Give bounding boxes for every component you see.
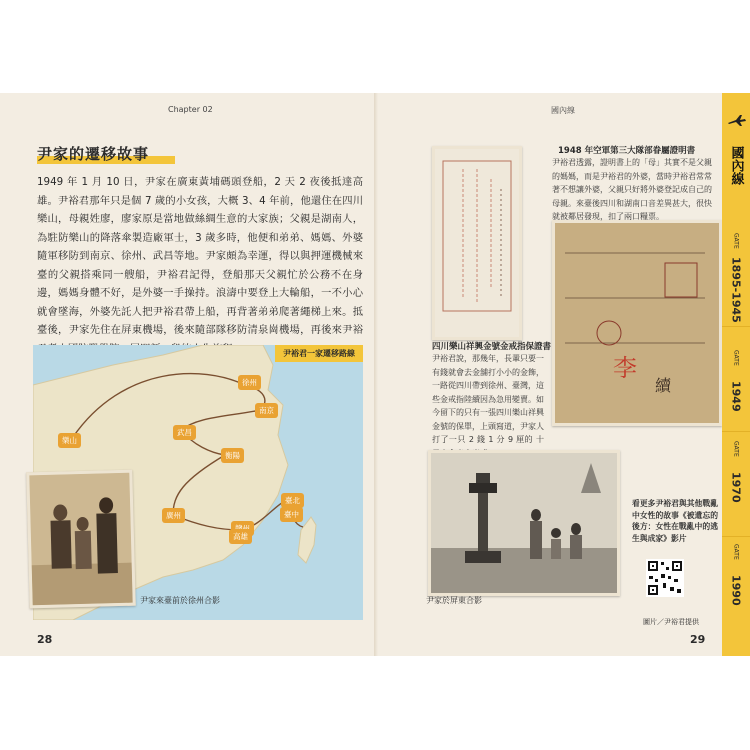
video-promo-text: 看更多尹裕君與其他戰亂中女性的故事《被遺忘的後方：女性在戰亂中的逃生與成家》影片 [632, 499, 718, 543]
document-graphic [435, 149, 519, 337]
page-number-left: 28 [37, 633, 53, 646]
page-title-text: 尹家的遷移故事 [37, 145, 150, 163]
gate-year-2: 1949 [729, 380, 743, 412]
left-photo-caption: 尹家來臺前於徐州合影 [140, 596, 220, 605]
gutter [374, 93, 378, 656]
gate-word-3: GATE [732, 441, 740, 457]
section-header: 國內線 [551, 106, 575, 115]
sidebar-gate-4[interactable] [722, 536, 750, 657]
chapter-sidebar [722, 93, 750, 656]
gold-ring-guarantee-document [432, 146, 522, 340]
gate-word-4: GATE [732, 544, 740, 560]
chapter-label: Chapter 02 [168, 105, 213, 114]
city-guangzhou: 廣州 [162, 508, 185, 523]
city-hengyang: 衡陽 [221, 448, 244, 463]
city-taipei: 臺北 [281, 493, 304, 508]
gate-year-3: 1970 [729, 471, 743, 503]
qr-code-graphic [646, 559, 684, 597]
gate-year-4: 1990 [729, 574, 743, 606]
family-photo-graphic [29, 473, 132, 606]
book-spread [0, 93, 750, 656]
body-paragraph: 1949 年 1 月 10 日，尹家在廣東黃埔碼頭登船，2 天 2 夜後抵達高雄。尹裕君那年只是個 7 歲的小女孩，大概 3、4 年前，他還住在四川樂山，母親姓廖，廖家原是當地做絲綢生意的大家族；父親是湖南人，為駐防樂山的降落傘製造廠軍士，3 歲多時，他便和弟弟、媽媽、外婆隨軍移防到南京、徐州、武昌等地。尹家頗為幸運，得以與押運機械來臺的父親搭乘同一艘船，尹裕君記得，登船那天父親忙於公務不在身邊，媽媽身體不好，是外婆一手操持。浪濤中要登上大輪船，一不小心就會墜海，外婆先託人把尹裕君帶上船，再背著弟弟爬著繩梯上來。抵臺後，尹家先住在屏東機場，後來隨部隊移防清泉崗機場，再後來尹裕 [37, 176, 363, 336]
sidebar-gate-2[interactable] [722, 326, 750, 432]
taiwan-shape [298, 517, 316, 563]
doc1-caption-body: 尹裕君透露，證明書上的「母」其實不是父親的媽媽，而是尹裕君的外婆，當時尹裕君常常著不想讓外婆，父親只好將外婆登記成自己的母親。來臺後四川和湖南口音差異甚大，很快就被鄰居發現，扣了兩口糧票。 [552, 158, 712, 221]
gate-year-1: 1895-1945 [729, 257, 743, 323]
sidebar-gate-1[interactable] [722, 226, 750, 326]
city-nanjing: 南京 [255, 403, 278, 418]
doc1-caption-head: 1948 年空軍第三大隊部眷屬證明書 [558, 146, 696, 156]
map-label: 尹裕君一家遷移路線 [275, 345, 363, 362]
page-number-right: 29 [690, 633, 706, 646]
city-xuzhou: 徐州 [238, 375, 261, 390]
doc2-caption-head: 四川樂山祥興金號金戒指保證書 [432, 342, 552, 352]
handwritten-character: 續 [655, 376, 672, 395]
family-photo-xuzhou [26, 470, 136, 609]
doc2-caption-body: 尹裕君說，那幾年，長輩只要一有錢就會去金舖打小小的金飾，一路從四川帶到徐州、臺灣，這些金戒指陸續因為急用變賣。如今留下的只有一張四川樂山祥興金號的保單，上頭寫道，尹家人打了一只 2 錢 1 分 9 厘的 十 [432, 354, 544, 444]
right-photo-caption: 尹家於屏東合影 [426, 596, 482, 605]
sidebar-gate-3[interactable] [722, 431, 750, 537]
gate-word-2: GATE [732, 350, 740, 366]
page-title [37, 143, 149, 164]
pingtung-photo-graphic [431, 453, 617, 593]
gate-word-1: GATE [732, 233, 740, 249]
red-stamp: 李 [613, 354, 637, 382]
qr-code[interactable] [646, 559, 684, 597]
sidebar-title: 國內線 [728, 145, 744, 185]
photo-credit: 圖片／尹裕君提供 [643, 618, 699, 626]
airplane-icon [722, 111, 750, 131]
family-photo-pingtung [428, 450, 620, 596]
dependents-certificate-document [552, 220, 722, 426]
certificate-graphic [555, 223, 719, 423]
city-leshan: 樂山 [58, 433, 81, 448]
city-kaohsiung: 高雄 [229, 529, 252, 544]
sidebar-title-block [722, 93, 750, 226]
city-taichung: 臺中 [280, 507, 303, 522]
city-wuchang: 武昌 [173, 425, 196, 440]
